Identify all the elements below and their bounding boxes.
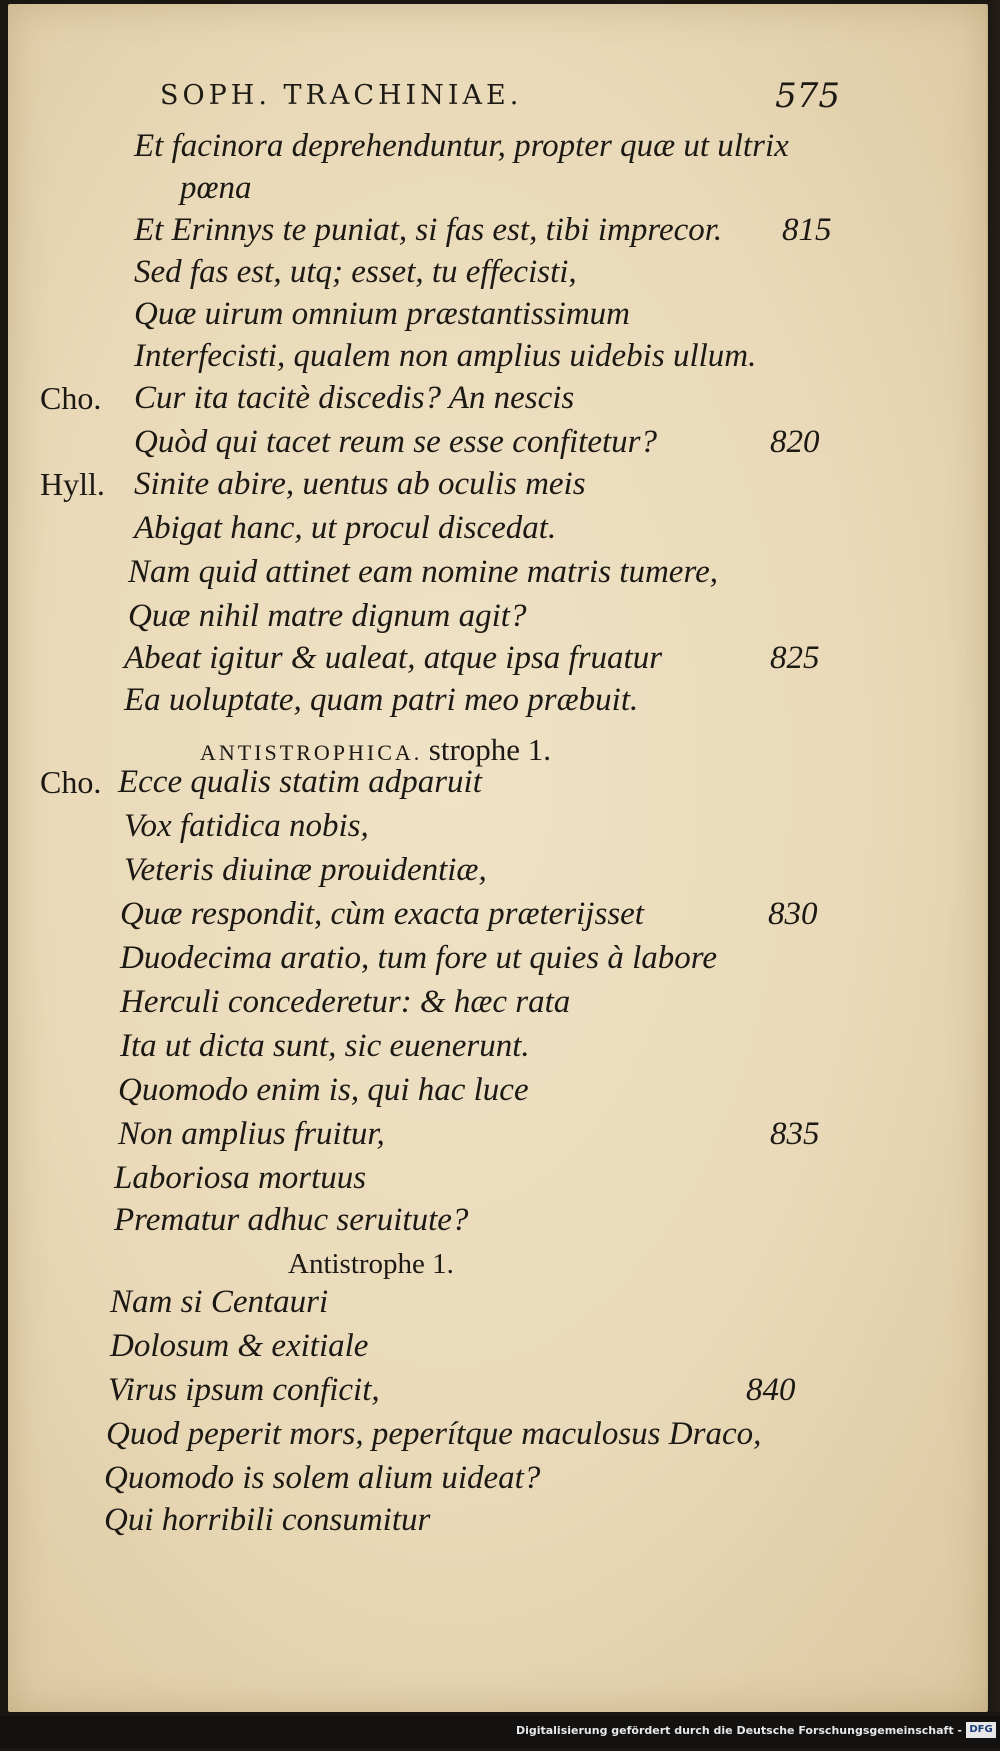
verse-text: Ea uoluptate, quam patri meo præbuit.	[124, 682, 639, 718]
line-number: 835	[770, 1116, 820, 1152]
verse-line	[0, 1116, 1000, 1158]
verse-text: Nam quid attinet eam nomine matris tumere,	[128, 554, 718, 590]
strophe-label: strophe 1.	[428, 732, 552, 767]
verse-line	[0, 852, 1000, 894]
verse-text: Quæ nihil matre dignum agit?	[128, 598, 527, 634]
verse-text: Interfecisti, qualem non amplius uidebis ullum.	[134, 338, 757, 374]
speaker-label: Hyll.	[40, 466, 105, 502]
verse-text: Dolosum & exitiale	[110, 1328, 369, 1364]
verse-text: Quòd qui tacet reum se esse confitetur?	[134, 424, 658, 460]
verse-text: Qui horribili consumitur	[104, 1502, 431, 1538]
verse-text: Abigat hanc, ut procul discedat.	[134, 510, 557, 546]
verse-text: Duodecima aratio, tum fore ut quies à labore	[120, 940, 717, 976]
verse-text: Virus ipsum conficit,	[108, 1372, 380, 1408]
verse-line	[0, 682, 1000, 724]
verse-line	[0, 984, 1000, 1026]
verse-text: Non amplius fruitur,	[118, 1116, 385, 1152]
verse-text: Veteris diuinæ prouidentiæ,	[124, 852, 487, 888]
verse-line	[0, 1202, 1000, 1244]
line-number: 830	[768, 896, 818, 932]
verse-line	[0, 466, 1000, 508]
speaker-label: Cho.	[40, 764, 102, 800]
verse-line	[0, 554, 1000, 596]
verse-line	[0, 1460, 1000, 1502]
footer-bar	[0, 1716, 1000, 1748]
verse-line	[0, 1284, 1000, 1326]
verse-line	[0, 424, 1000, 466]
verse-text: Laboriosa mortuus	[114, 1160, 367, 1196]
verse-line	[0, 296, 1000, 338]
page-number: 575	[775, 76, 840, 116]
verse-text: Quomodo is solem alium uideat?	[104, 1460, 541, 1496]
verse-line	[0, 896, 1000, 938]
speaker-label: Cho.	[40, 380, 102, 416]
line-number: 815	[782, 212, 832, 248]
verse-line	[0, 1072, 1000, 1114]
verse-line	[0, 940, 1000, 982]
verse-line	[0, 128, 1000, 170]
verse-line	[0, 598, 1000, 640]
verse-line	[0, 510, 1000, 552]
verse-text: Ecce qualis statim adparuit	[118, 764, 482, 800]
verse-line	[0, 640, 1000, 682]
line-number: 825	[770, 640, 820, 676]
verse-text: Abeat igitur & ualeat, atque ipsa fruatur	[124, 640, 663, 676]
dfg-logo: DFG	[966, 1722, 996, 1738]
verse-text: Et Erinnys te puniat, si fas est, tibi imprecor.	[134, 212, 723, 248]
verse-text: Et facinora deprehenduntur, propter quæ ut ultrix	[134, 128, 789, 164]
verse-line	[0, 170, 1000, 212]
verse-text: Ita ut dicta sunt, sic euenerunt.	[120, 1028, 530, 1064]
verse-line	[0, 254, 1000, 296]
verse-text: Nam si Centauri	[110, 1284, 329, 1320]
antistrophe-heading: Antistrophe 1.	[288, 1248, 454, 1280]
page-header	[160, 76, 840, 130]
section-title: ANTISTROPHICA.	[200, 740, 423, 765]
verse-text: Sed fas est, utq; esset, tu effecisti,	[134, 254, 577, 290]
verse-line	[0, 1372, 1000, 1414]
verse-line	[0, 1502, 1000, 1544]
verse-line	[0, 808, 1000, 850]
verse-text: Quomodo enim is, qui hac luce	[118, 1072, 529, 1108]
verse-text: Vox fatidica nobis,	[124, 808, 369, 844]
verse-line	[0, 1160, 1000, 1202]
running-title: SOPH. TRACHINIAE.	[160, 80, 523, 111]
verse-text: Quæ respondit, cùm exacta præterijsset	[120, 896, 644, 932]
verse-text: Herculi concederetur: & hæc rata	[120, 984, 571, 1020]
verse-line	[0, 338, 1000, 380]
digitization-credit: Digitalisierung gefördert durch die Deutsche Forschungsgemeinschaft -	[515, 1724, 962, 1737]
verse-text: pœna	[180, 170, 252, 206]
verse-text: Prematur adhuc seruitute?	[114, 1202, 469, 1238]
verse-line	[0, 212, 1000, 254]
line-number: 820	[770, 424, 820, 460]
verse-line	[0, 1028, 1000, 1070]
verse-text: Sinite abire, uentus ab oculis meis	[134, 466, 586, 502]
verse-text: Quæ uirum omnium præstantissimum	[134, 296, 630, 332]
verse-line	[0, 1328, 1000, 1370]
verse-text: Cur ita tacitè discedis? An nescis	[134, 380, 575, 416]
verse-line	[0, 764, 1000, 806]
verse-line	[0, 380, 1000, 422]
verse-line	[0, 1416, 1000, 1458]
verse-text: Quod peperit mors, peperítque maculosus Draco,	[106, 1416, 762, 1452]
line-number: 840	[746, 1372, 796, 1408]
